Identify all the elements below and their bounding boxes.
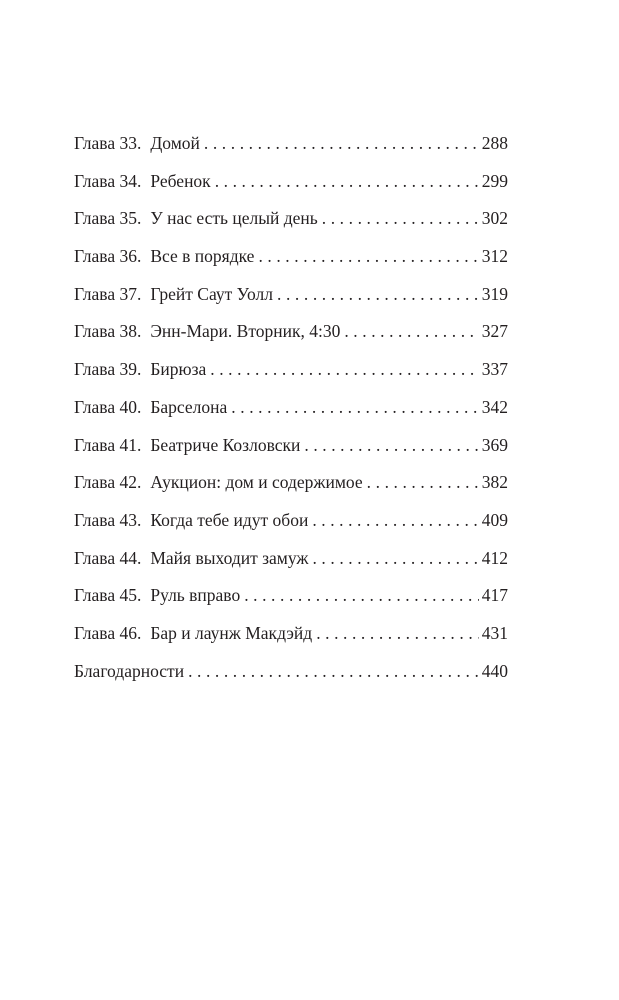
toc-chapter-number: Глава 42.	[74, 472, 142, 493]
toc-dot-leader	[277, 282, 479, 306]
toc-page-number: 409	[481, 509, 508, 530]
toc-chapter-number: Глава 33.	[74, 133, 142, 153]
toc-entry-acknowledgements[interactable]	[74, 659, 508, 697]
toc-dot-leader	[367, 470, 479, 494]
toc-page-number: 337	[481, 359, 508, 380]
toc-entry-chapter-44[interactable]	[74, 546, 508, 584]
toc-chapter-number: Глава 43.	[74, 509, 142, 530]
toc-entry-chapter-45[interactable]	[74, 583, 508, 621]
toc-dot-leader	[304, 433, 478, 457]
toc-entry-chapter-46[interactable]	[74, 621, 508, 659]
toc-page-number: 412	[481, 547, 508, 568]
toc-entry-chapter-34[interactable]	[74, 169, 508, 207]
toc-page-number: 440	[481, 660, 508, 681]
toc-entry-chapter-42[interactable]	[74, 470, 508, 508]
toc-dot-leader	[204, 131, 479, 155]
toc-chapter-title: У нас есть целый день	[150, 208, 318, 229]
toc-chapter-title: Бирюза	[150, 359, 207, 380]
toc-dot-leader	[312, 546, 478, 570]
toc-dot-leader	[244, 583, 479, 607]
toc-page-number: 382	[481, 472, 508, 493]
toc-chapter-title: Барселона	[150, 396, 228, 417]
toc-chapter-number: Глава 46.	[74, 622, 142, 643]
toc-entry-chapter-35[interactable]	[74, 206, 508, 244]
toc-dot-leader	[188, 659, 479, 683]
toc-page-number: 299	[481, 170, 508, 191]
toc-chapter-number: Глава 41.	[74, 434, 142, 455]
toc-dot-leader	[231, 395, 478, 419]
toc-chapter-title: Аукцион: дом и содержимое	[150, 472, 363, 493]
toc-dot-leader	[215, 169, 479, 193]
toc-chapter-number: Глава 36.	[74, 246, 142, 267]
toc-dot-leader	[316, 621, 479, 645]
toc-page-number: 319	[481, 283, 508, 304]
toc-entry-chapter-37[interactable]	[74, 282, 508, 320]
toc-entry-chapter-40[interactable]	[74, 395, 508, 433]
toc-chapter-title: Бар и лаунж Макдэйд	[150, 622, 313, 643]
toc-page-number: 417	[481, 585, 508, 606]
toc-chapter-number: Глава 44.	[74, 547, 142, 568]
toc-dot-leader	[258, 244, 478, 268]
toc-chapter-title: Благодарности	[74, 660, 185, 681]
toc-entry-chapter-43[interactable]	[74, 508, 508, 546]
toc-chapter-title: Руль вправо	[150, 585, 241, 606]
toc-page-number: 431	[481, 622, 508, 643]
toc-dot-leader	[344, 319, 478, 343]
toc-page-number: 312	[481, 246, 508, 267]
toc-chapter-number: Глава 40.	[74, 396, 142, 417]
toc-chapter-title: Все в порядке	[150, 246, 255, 267]
toc-page-number: 327	[481, 321, 508, 342]
table-of-contents	[74, 131, 508, 696]
toc-chapter-number: Глава 37.	[74, 283, 142, 304]
toc-chapter-number: Глава 39.	[74, 359, 142, 380]
toc-entry-chapter-39[interactable]	[74, 357, 508, 395]
toc-chapter-title: Когда тебе идут обои	[150, 509, 309, 530]
toc-chapter-title: Ребенок	[150, 170, 211, 191]
toc-chapter-number: Глава 35.	[74, 208, 142, 229]
toc-dot-leader	[322, 206, 479, 230]
toc-chapter-title: Беатриче Козловски	[150, 434, 301, 455]
toc-dot-leader	[210, 357, 478, 381]
toc-entry-chapter-36[interactable]	[74, 244, 508, 282]
toc-entry-chapter-41[interactable]	[74, 433, 508, 471]
toc-chapter-number: Глава 34.	[74, 170, 142, 191]
toc-entry-chapter-33[interactable]	[74, 131, 508, 169]
toc-chapter-title: Домой	[150, 133, 200, 153]
toc-page-number: 288	[481, 133, 508, 153]
toc-dot-leader	[312, 508, 478, 532]
toc-page-number: 342	[481, 396, 508, 417]
toc-chapter-number: Глава 45.	[74, 585, 142, 606]
toc-chapter-title: Энн-Мари. Вторник, 4:30	[150, 321, 341, 342]
toc-entry-chapter-38[interactable]	[74, 319, 508, 357]
toc-chapter-title: Грейт Саут Уолл	[150, 283, 274, 304]
toc-chapter-number: Глава 38.	[74, 321, 142, 342]
toc-page-number: 302	[481, 208, 508, 229]
toc-page-number: 369	[481, 434, 508, 455]
toc-chapter-title: Майя выходит замуж	[150, 547, 309, 568]
